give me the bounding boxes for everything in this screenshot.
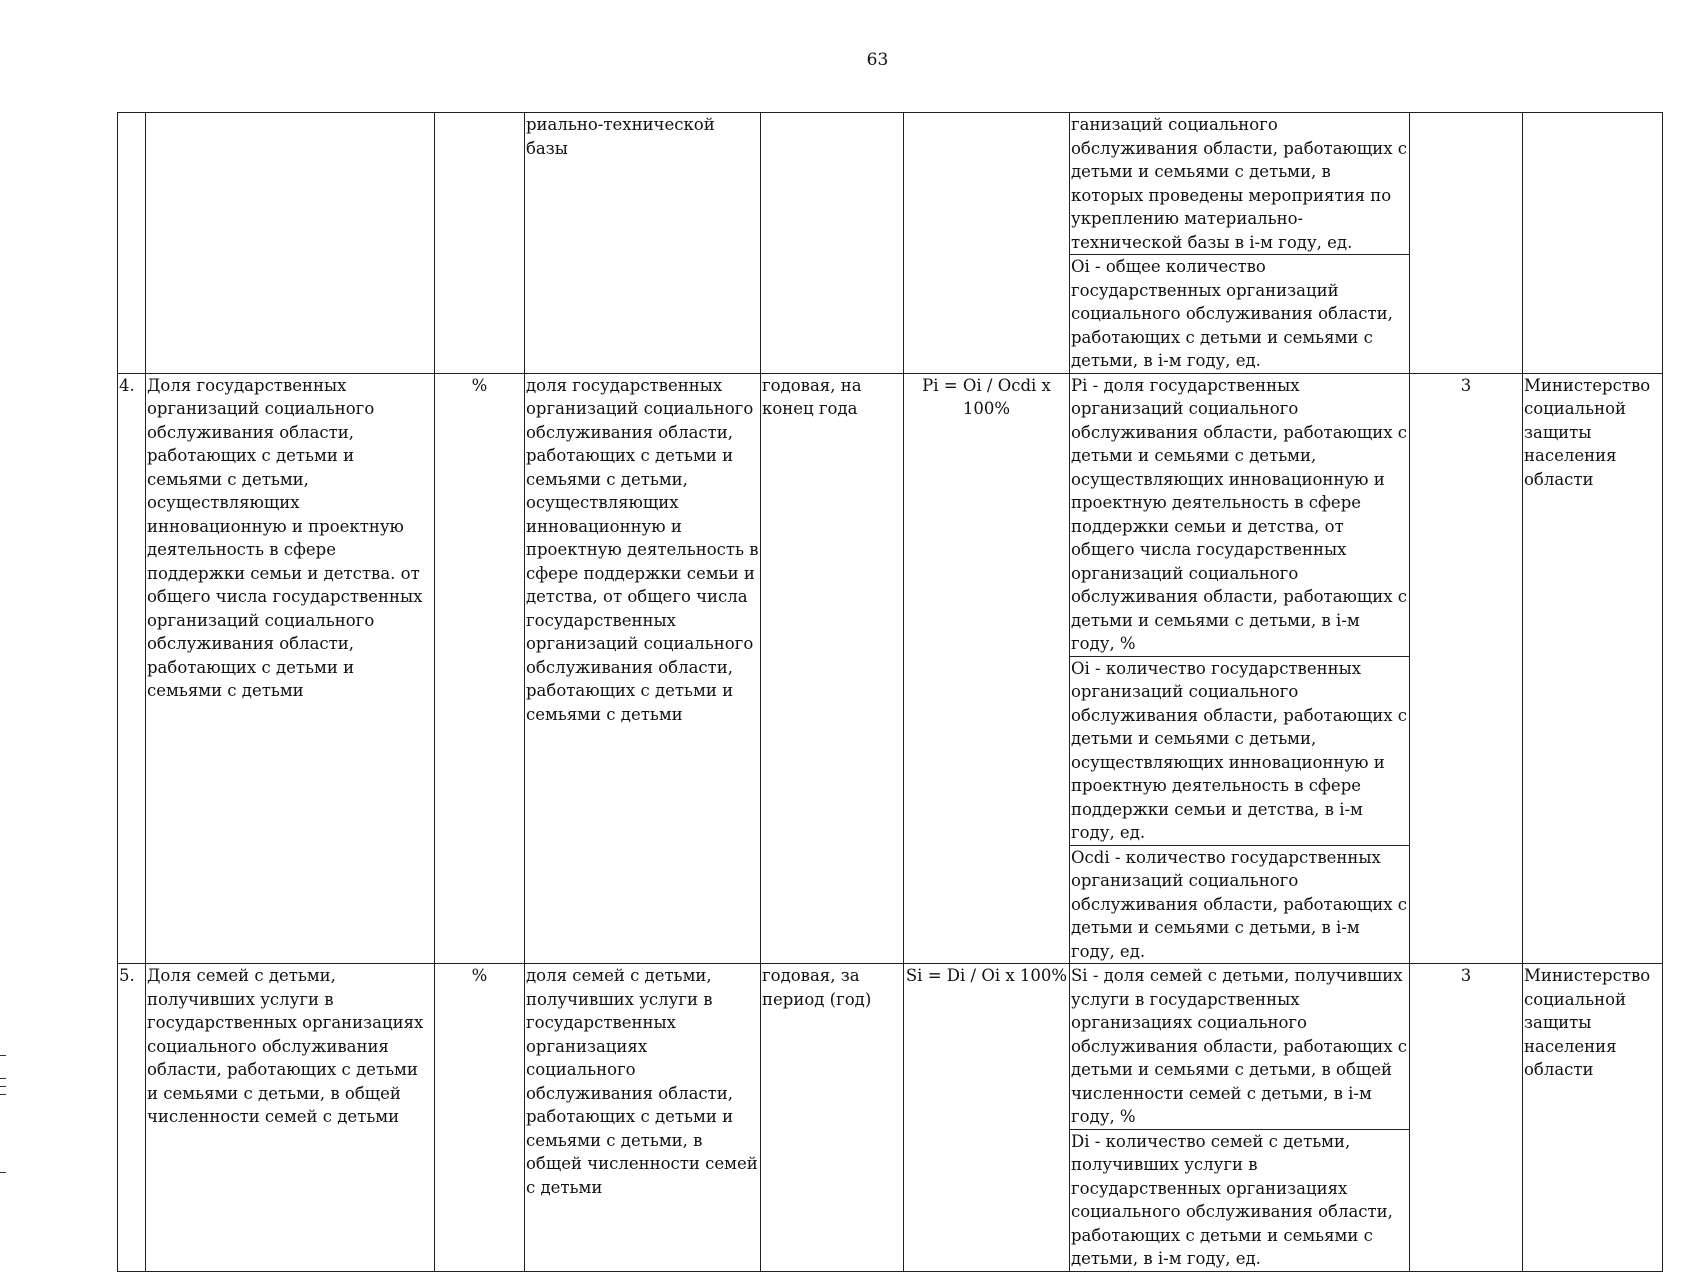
cell-num	[118, 113, 146, 374]
variable-description: Si - доля семей с детьми, получивших услуги в государственных организациях социального обслуживания области, работающих с детьми и семьями с детьми, в общей численности семей с детьми, в i-м году, %	[1070, 964, 1409, 1130]
cell-name: Доля государственных организаций социального обслуживания области, работающих с детьми и семьями с детьми, осуществляющих инновационную и проектную деятельность в сфере поддержки семьи и детства. от общего числа государственных организаций социального обслуживания области, работающих с детьми и семьями с детьми	[146, 373, 435, 964]
variable-description: ганизаций социального обслуживания области, работающих с детьми и семьями с детьми, в которых проведены мероприятия по укреплению материально-технической базы в i-м году, ед.	[1070, 113, 1409, 255]
variable-description: Ocdi - количество государственных организаций социального обслуживания области, работающих с детьми и семьями с детьми, в i-м году, ед.	[1071, 847, 1408, 961]
cell-num: 4.	[118, 373, 146, 964]
cell-definition: доля государственных организаций социального обслуживания области, работающих с детьми и семьями с детьми, осуществляющих инновационную и проектную деятельность в сфере поддержки семьи и детства, от общего числа государственных организаций социального обслуживания области, работающих с детьми и семьями с детьми	[525, 373, 761, 964]
cell-periodicity: годовая, на конец года	[761, 373, 904, 964]
variable-description: Di - количество семей с детьми, получивших услуги в государственных организациях социального обслуживания области, работающих с детьми и семьями с детьми, в i-м году, ед.	[1071, 1131, 1393, 1268]
cell-periodicity: годовая, за период (год)	[761, 964, 904, 1272]
cell-priority	[1410, 113, 1523, 374]
cell-definition: риально-технической базы	[525, 113, 761, 374]
cell-unit: %	[435, 373, 525, 964]
indicator-table	[117, 112, 1663, 1272]
cell-name: Доля семей с детьми, получивших услуги в государственных организациях социального обслуживания области, работающих с детьми и семьями с детьми, в общей численности семей с детьми	[146, 964, 435, 1272]
cell-priority: 3	[1410, 964, 1523, 1272]
cell-variables	[1070, 373, 1410, 964]
variable-description: Oi - общее количество государственных организаций социального обслуживания области, работающих с детьми и семьями с детьми, в i-м году, ед.	[1071, 257, 1393, 370]
cell-unit	[435, 113, 525, 374]
table-row-5	[118, 964, 1663, 1272]
cell-responsible	[1523, 113, 1663, 374]
variable-description: Oi - количество государственных организаций социального обслуживания области, работающих с детьми и семьями с детьми, осуществляющих инновационную и проектную деятельность в сфере поддержки семьи и детства, в i-м году, ед.	[1070, 657, 1409, 846]
cell-responsible: Министерство социальной защиты населения области	[1523, 964, 1663, 1272]
table-row-continuation	[118, 113, 1663, 374]
scan-margin-mark	[0, 1172, 6, 1173]
table-row-4	[118, 373, 1663, 964]
cell-formula: Si = Di / Oi x 100%	[904, 964, 1070, 1272]
scan-margin-mark	[0, 1094, 6, 1095]
cell-num: 5.	[118, 964, 146, 1272]
cell-responsible: Министерство социальной защиты населения области	[1523, 373, 1663, 964]
cell-priority: 3	[1410, 373, 1523, 964]
cell-definition: доля семей с детьми, получивших услуги в государственных организациях социального обслуживания области, работающих с детьми и семьями с детьми, в общей численности семей с детьми	[525, 964, 761, 1272]
scan-margin-mark	[0, 1078, 6, 1079]
cell-variables	[1070, 964, 1410, 1272]
variable-description: Pi - доля государственных организаций социального обслуживания области, работающих с детьми и семьями с детьми, осуществляющих инновационную и проектную деятельность в сфере поддержки семьи и детства, от общего числа государственных организаций социального обслуживания области, работающих с детьми и семьями с детьми, в i-м году, %	[1070, 374, 1409, 657]
cell-formula: Pi = Oi / Ocdi x 100%	[904, 373, 1070, 964]
cell-formula	[904, 113, 1070, 374]
cell-unit: %	[435, 964, 525, 1272]
cell-periodicity	[761, 113, 904, 374]
scan-margin-mark	[0, 1055, 6, 1056]
page-number: 63	[866, 50, 889, 70]
cell-name	[146, 113, 435, 374]
scan-margin-mark	[0, 1086, 6, 1087]
cell-variables	[1070, 113, 1410, 374]
